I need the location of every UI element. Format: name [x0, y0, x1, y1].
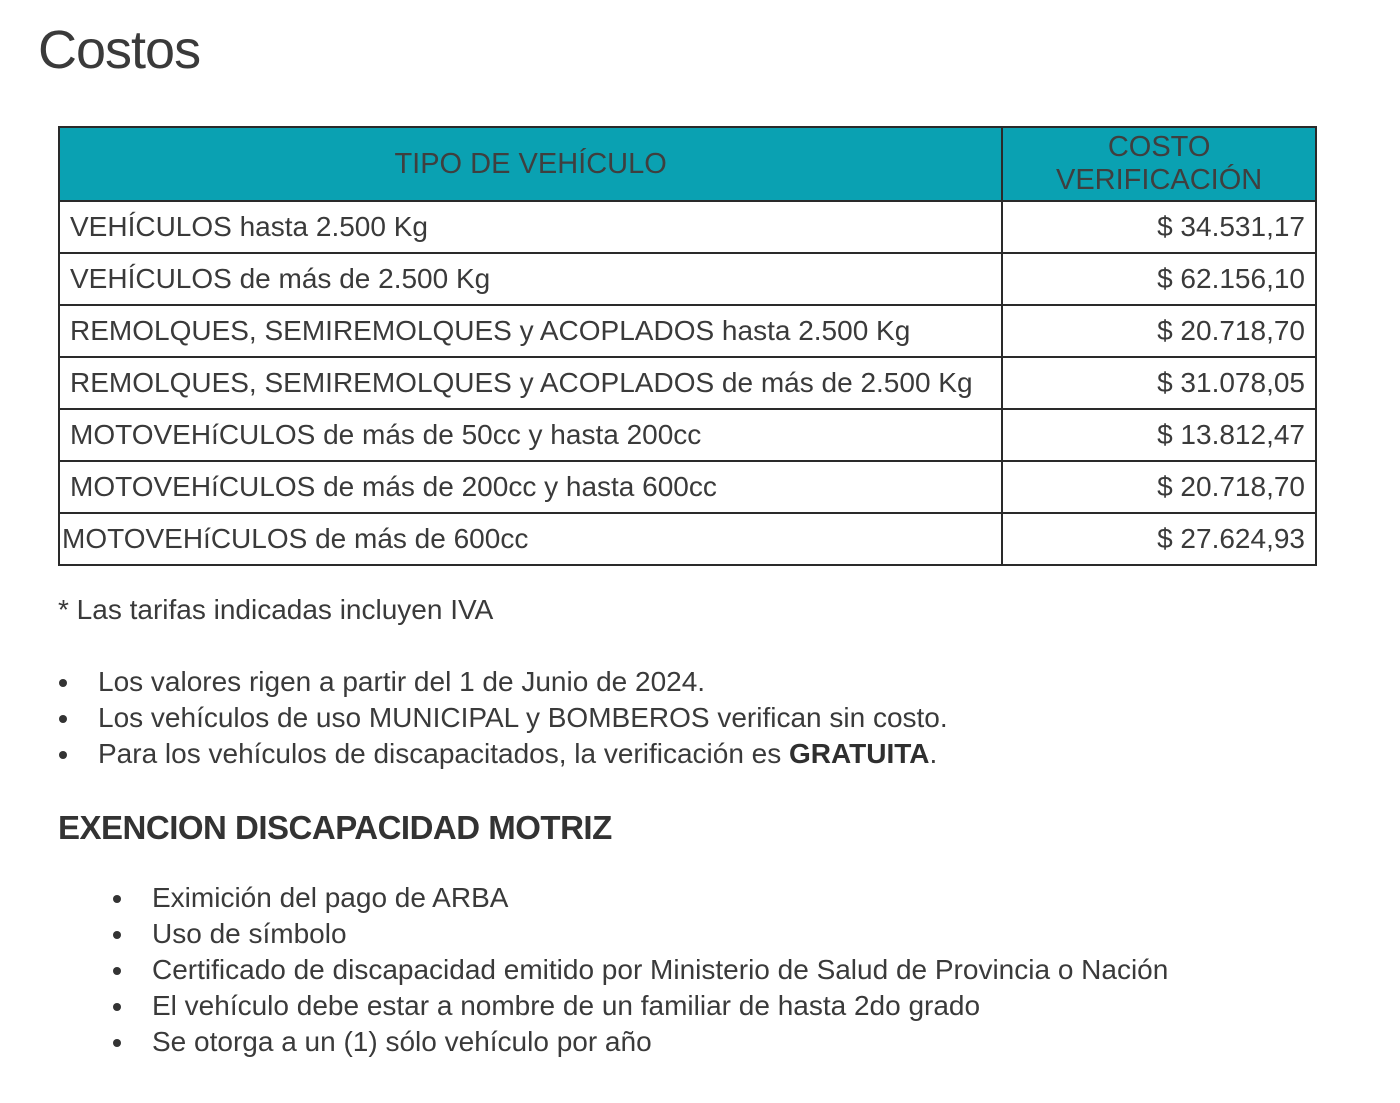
table-row	[59, 253, 1316, 305]
cost-cell: $ 20.718,70	[1002, 305, 1316, 357]
cost-cell: $ 20.718,70	[1002, 461, 1316, 513]
page-title: Costos	[38, 20, 201, 80]
column-header-vehicle-type: TIPO DE VEHÍCULO	[59, 127, 1002, 201]
vehicle-type-cell: REMOLQUES, SEMIREMOLQUES y ACOPLADOS hasta 2.500 Kg	[59, 305, 1002, 357]
cost-cell: $ 31.078,05	[1002, 357, 1316, 409]
cost-cell: $ 34.531,17	[1002, 201, 1316, 253]
list-item	[58, 700, 948, 736]
note-text-end: .	[929, 738, 938, 769]
cost-cell: $ 13.812,47	[1002, 409, 1316, 461]
table-row	[59, 201, 1316, 253]
vehicle-type-cell: VEHÍCULOS hasta 2.500 Kg	[59, 201, 1002, 253]
note-text: Para los vehículos de discapacitados, la verificación es	[98, 738, 790, 769]
cost-table	[58, 126, 1317, 566]
vehicle-type-cell: MOTOVEHíCULOS de más de 600cc	[59, 513, 1002, 565]
tax-footnote: * Las tarifas indicadas incluyen IVA	[58, 594, 494, 625]
free-emphasis: GRATUITA	[789, 738, 930, 769]
list-item: Certificado de discapacidad emitido por Ministerio de Salud de Provincia o Nación	[112, 952, 1168, 988]
table-row	[59, 513, 1316, 565]
table-row	[59, 305, 1316, 357]
vehicle-type-cell: REMOLQUES, SEMIREMOLQUES y ACOPLADOS de más de 2.500 Kg	[59, 357, 1002, 409]
cost-cell: $ 62.156,10	[1002, 253, 1316, 305]
notes-list	[58, 664, 948, 772]
table-header-row	[59, 127, 1316, 201]
list-item: Se otorga a un (1) sólo vehículo por año	[112, 1024, 1168, 1060]
list-item: Eximición del pago de ARBA	[112, 880, 1168, 916]
exemption-list	[112, 880, 1168, 1060]
list-item: El vehículo debe estar a nombre de un familiar de hasta 2do grado	[112, 988, 1168, 1024]
note-text: Los valores rigen a partir del 1 de Junio de 2024.	[98, 666, 706, 697]
cost-cell: $ 27.624,93	[1002, 513, 1316, 565]
list-item	[58, 736, 948, 772]
table-row	[59, 357, 1316, 409]
exemption-heading: EXENCION DISCAPACIDAD MOTRIZ	[58, 809, 612, 846]
vehicle-type-cell: MOTOVEHíCULOS de más de 200cc y hasta 600cc	[59, 461, 1002, 513]
list-item: Uso de símbolo	[112, 916, 1168, 952]
table-row	[59, 461, 1316, 513]
table-row	[59, 409, 1316, 461]
vehicle-type-cell: MOTOVEHíCULOS de más de 50cc y hasta 200cc	[59, 409, 1002, 461]
note-text: Los vehículos de uso MUNICIPAL y BOMBEROS verifican sin costo.	[98, 702, 948, 733]
vehicle-type-cell: VEHÍCULOS de más de 2.500 Kg	[59, 253, 1002, 305]
list-item	[58, 664, 948, 700]
column-header-cost: COSTO VERIFICACIÓN	[1002, 127, 1316, 201]
